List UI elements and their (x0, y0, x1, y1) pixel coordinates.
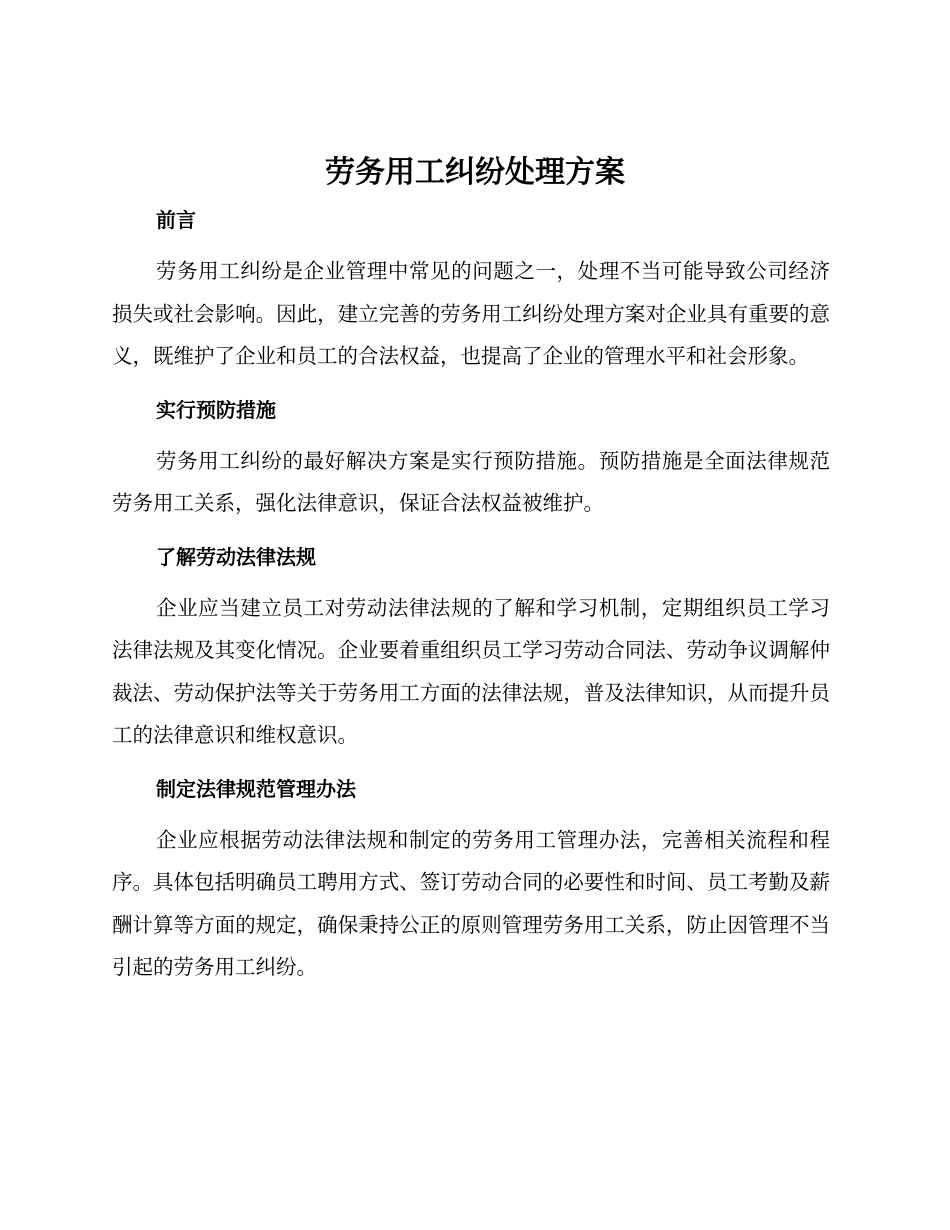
document-body (112, 198, 830, 989)
section-heading: 了解劳动法律法规 (156, 544, 316, 569)
document-title: 劳务用工纠纷处理方案 (325, 155, 625, 190)
section-prevention (112, 388, 830, 535)
section-heading: 实行预防措施 (156, 397, 276, 422)
section-paragraph: 劳务用工纠纷是企业管理中常见的问题之一，处理不当可能导致公司经济损失或社会影响。因此，建立完善的劳务用工纠纷处理方案对企业具有重要的意义，既维护了企业和员工的合法权益，也提高了企业的管理水平和社会形象。 (112, 259, 830, 368)
section-heading: 制定法律规范管理办法 (156, 776, 356, 801)
section-paragraph: 企业应根据劳动法律法规和制定的劳务用工管理办法，完善相关流程和程序。具体包括明确员工聘用方式、签订劳动合同的必要性和时间、员工考勤及薪酬计算等方面的规定，确保秉持公正的原则管理劳务用工关系，防止因管理不当引起的劳务用工纠纷。 (112, 827, 830, 979)
section-labor-law (112, 535, 830, 767)
section-heading: 前言 (156, 208, 196, 232)
section-management-rules (112, 767, 830, 989)
section-paragraph: 劳务用工纠纷的最好解决方案是实行预防措施。预防措施是全面法律规范劳务用工关系，强化法律意识，保证合法权益被维护。 (112, 448, 830, 515)
section-paragraph: 企业应当建立员工对劳动法律法规的了解和学习机制，定期组织员工学习法律法规及其变化情况。企业要着重组织员工学习劳动合同法、劳动争议调解仲裁法、劳动保护法等关于劳务用工方面的法律法规，普及法律知识，从而提升员工的法律意识和维权意识。 (112, 595, 830, 747)
section-preface (112, 198, 830, 388)
